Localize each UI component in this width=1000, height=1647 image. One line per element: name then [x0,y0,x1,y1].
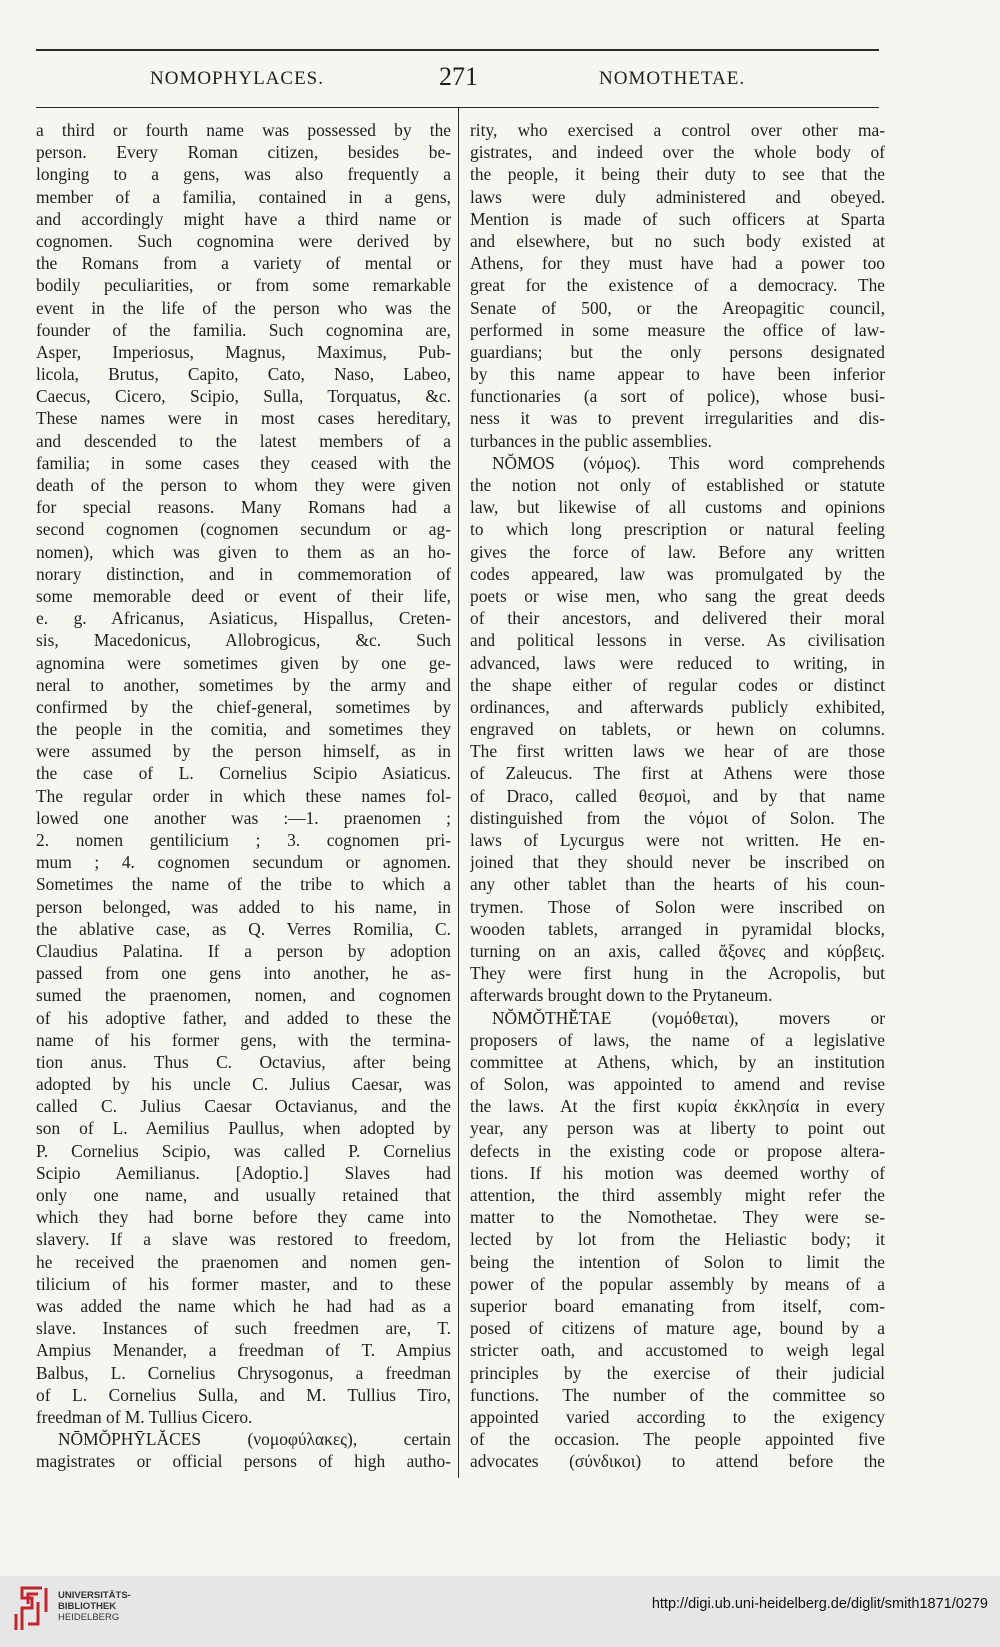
text-line: death of the person to whom they were given [36,475,451,495]
text-line: lowed one another was :—1. praenomen ; [36,807,451,828]
text-line: of the occasion. The people appointed five [470,1429,885,1450]
text-line: the ablative case, as Q. Verres Romilia, C. [36,918,451,939]
text-line: Scipio Aemilianus. [Adoptio.] Slaves had [36,1162,451,1183]
text-line: and accordingly might have a third name or [36,208,451,229]
text-line: great for the existence of a democracy. The [470,275,885,296]
library-name-line1: UNIVERSITÄTS- [58,1590,131,1601]
text-line: superior board emanating from itself, com- [470,1295,885,1316]
text-line: rity, who exercised a control over other ma- [470,120,885,140]
text-line: he received the praenomen and nomen gen- [36,1251,451,1272]
text-line: proposers of laws, the name of a legislative [470,1029,885,1050]
library-name [58,1590,131,1623]
text-line: son of L. Aemilius Paullus, when adopted by [36,1118,451,1139]
text-line: Caecus, Cicero, Scipio, Sulla, Torquatus, &c. [36,386,451,407]
library-name-line3: HEIDELBERG [58,1612,120,1623]
text-line: posed of citizens of mature age, bound by a [470,1318,885,1339]
text-line: member of a familia, contained in a gens, [36,186,451,207]
text-line: Athens, for they must have had a power too [470,253,885,274]
text-line: cognomen. Such cognomina were derived by [36,230,451,251]
text-line: familia; in some cases they ceased with the [36,452,451,473]
text-line: poets or wise men, who sang the great deeds [470,585,885,606]
text-line: principles by the exercise of their judicial [470,1362,885,1383]
text-line: advocates (σύνδικοι) to attend before the [470,1451,885,1472]
text-line: mum ; 4. cognomen secundum or agnomen. [36,852,451,873]
text-line: NŌMŎPHȲLĂCES (νομοφύλακες), certain [58,1429,451,1450]
text-line: event in the life of the person who was the [36,297,451,318]
text-line: of Zaleucus. The first at Athens were those [470,763,885,784]
text-line: appointed varied according to the exigency [470,1406,885,1427]
text-line: committee at Athens, which, by an institution [470,1051,885,1072]
text-line: the laws. At the first κυρία ἐκκλησία in every [470,1096,885,1117]
text-line: The regular order in which these names fol- [36,785,451,806]
column-divider [458,108,459,1478]
text-line: year, any person was at liberty to point out [470,1118,885,1139]
text-line: ordinances, and afterwards publicly exhibited, [470,696,885,717]
text-line: the notion not only of established or statute [470,475,885,495]
text-line: turning on an axis, called ἄξονες and κύρβεις. [470,940,885,961]
text-line: second cognomen (cognomen secundum or ag- [36,519,451,540]
text-line: longing to a gens, was also frequently a [36,164,451,185]
text-line: matter to the Nomothetae. They were se- [470,1207,885,1228]
running-head-left: NOMOPHYLACES. [150,68,324,89]
text-line: by this name appear to have been inferior [470,364,885,385]
text-line: of Draco, called θεσμοὶ, and by that name [470,785,885,806]
text-line: confirmed by the chief-general, sometimes by [36,696,451,717]
text-line: sis, Macedonicus, Allobrogicus, &c. Such [36,630,451,651]
text-line: engraved on tablets, or hewn on columns. [470,719,885,740]
text-line: was added the name which he had had as a [36,1295,451,1316]
text-line: laws were duly administered and obeyed. [470,186,885,207]
text-line: distinguished from the νόμοι of Solon. The [470,807,885,828]
text-line: a third or fourth name was possessed by the [36,120,451,140]
text-line: person. Every Roman citizen, besides be- [36,142,451,163]
text-line: to which long prescription or natural feeling [470,519,885,540]
text-line: joined that they should never be inscribed on [470,852,885,873]
header-rule-top [36,49,879,51]
right-column [470,119,885,1472]
text-line: any other tablet than the hearts of his coun- [470,874,885,895]
text-line: of Solon, was appointed to amend and revise [470,1074,885,1095]
text-line: attention, the third assembly might refer the [470,1185,885,1205]
text-line: sumed the praenomen, nomen, and cognomen [36,985,451,1006]
text-line: founder of the familia. Such cognomina are, [36,319,451,340]
text-line: neral to another, sometimes by the army and [36,674,451,695]
text-line: of their ancestors, and delivered their moral [470,608,885,629]
text-line: slave. Instances of such freedmen are, T. [36,1318,451,1339]
text-line: Ampius Menander, a freedman of T. Ampius [36,1340,451,1361]
text-line: 2. nomen gentilicium ; 3. cognomen pri- [36,830,451,850]
text-line: power of the popular assembly by means of a [470,1273,885,1294]
text-line: person belonged, was added to his name, in [36,896,451,917]
text-line: These names were in most cases hereditary, [36,408,451,429]
text-line: gives the force of law. Before any written [470,541,885,562]
text-line: agnomina were sometimes given by one ge- [36,652,451,673]
text-line: passed from one gens into another, he as- [36,963,451,984]
text-line: guardians; but the only persons designated [470,341,885,362]
text-line: NŎMŎTHĔTAE (νομόθεται), movers or [492,1007,885,1028]
text-line: of L. Cornelius Sulla, and M. Tullius Tiro, [36,1384,451,1405]
text-line: bodily peculiarities, or from some remarkable [36,275,451,296]
text-line: The first written laws we hear of are those [470,741,885,762]
text-line: magistrates or official persons of high autho- [36,1451,451,1472]
text-line: freedman of M. Tullius Cicero. [36,1406,253,1427]
text-line: adopted by his uncle C. Julius Caesar, was [36,1074,451,1095]
text-line: licola, Brutus, Capito, Cato, Naso, Labeo, [36,364,451,385]
text-line: only one name, and usually retained that [36,1185,451,1205]
text-line: slavery. If a slave was restored to freedom, [36,1229,451,1250]
text-line: being the intention of Solon to limit the [470,1251,885,1272]
text-line: tion anus. Thus C. Octavius, after being [36,1051,451,1072]
text-line: were assumed by the person himself, as in [36,741,451,762]
text-line: performed in some measure the office of law- [470,319,885,340]
text-line: advanced, laws were reduced to writing, in [470,652,885,673]
library-name-line2: BIBLIOTHEK [58,1601,117,1612]
text-line: laws of Lycurgus were not written. He en- [470,830,885,850]
text-line: the shape either of regular codes or distinct [470,674,885,695]
digitization-footer [0,1576,1000,1647]
text-line: called C. Julius Caesar Octavianus, and the [36,1096,451,1117]
text-line: stricter oath, and accustomed to weigh legal [470,1340,885,1361]
text-line: NŎMOS (νόμος). This word comprehends [492,452,885,473]
text-line: afterwards brought down to the Prytaneum. [470,985,773,1006]
text-line: and descended to the latest members of a [36,430,451,451]
running-head [36,62,879,96]
text-line: Asper, Imperiosus, Magnus, Maximus, Pub- [36,341,451,362]
text-line: Balbus, L. Cornelius Chrysogonus, a freedman [36,1362,451,1383]
text-line: name of his former gens, with the termina- [36,1029,451,1050]
text-line: the Romans from a variety of mental or [36,253,451,274]
text-line: They were first hung in the Acropolis, but [470,963,885,984]
text-line: which they had borne before they came into [36,1207,451,1228]
text-line: the people in the comitia, and sometimes they [36,719,451,740]
permalink-url[interactable]: http://digi.ub.uni-heidelberg.de/diglit/smith1871/0279 [651,1596,988,1612]
text-line: tions. If his motion was deemed worthy of [470,1162,885,1183]
text-line: tilicium of his former master, and to these [36,1273,451,1294]
text-line: wooden tablets, arranged in pyramidal blocks, [470,918,885,939]
text-line: gistrates, and indeed over the whole body of [470,142,885,163]
text-line: Mention is made of such officers at Sparta [470,208,885,229]
text-line: the case of L. Cornelius Scipio Asiaticus. [36,763,451,784]
text-line: functions. The number of the committee so [470,1384,885,1405]
text-line: of his adoptive father, and added to these the [36,1007,451,1028]
text-line: for special reasons. Many Romans had a [36,497,451,518]
text-line: turbances in the public assemblies. [470,430,712,451]
text-line: nomen), which was given to them as an ho- [36,541,451,562]
text-line: norary distinction, and in commemoration of [36,563,451,584]
text-line: and political lessons in verse. As civilisation [470,630,885,651]
text-line: lected by lot from the Heliastic body; it [470,1229,885,1250]
text-line: e. g. Africanus, Asiaticus, Hispallus, Creten- [36,608,451,629]
left-column [36,119,451,1472]
text-line: ness it was to prevent irregularities and dis- [470,408,885,429]
text-line: some memorable deed or event of their life, [36,585,451,606]
page-number: 271 [439,62,478,91]
text-line: and elsewhere, but no such body existed at [470,230,885,251]
text-line: codes appeared, law was promulgated by the [470,563,885,584]
text-line: law, but likewise of all customs and opinions [470,497,885,518]
text-line: defects in the existing code or propose altera- [470,1140,885,1161]
text-line: Sometimes the name of the tribe to which a [36,874,451,895]
text-line: the people, it being their duty to see that the [470,164,885,185]
text-line: Claudius Palatina. If a person by adoption [36,940,451,961]
running-head-right: NOMOTHETAE. [599,68,746,89]
text-line: Senate of 500, or the Areopagitic council, [470,297,885,318]
text-line: P. Cornelius Scipio, was called P. Cornelius [36,1140,451,1161]
university-library-logo-icon [12,1584,52,1634]
text-line: functionaries (a sort of police), whose busi- [470,386,885,407]
text-line: trymen. Those of Solon were inscribed on [470,896,885,917]
